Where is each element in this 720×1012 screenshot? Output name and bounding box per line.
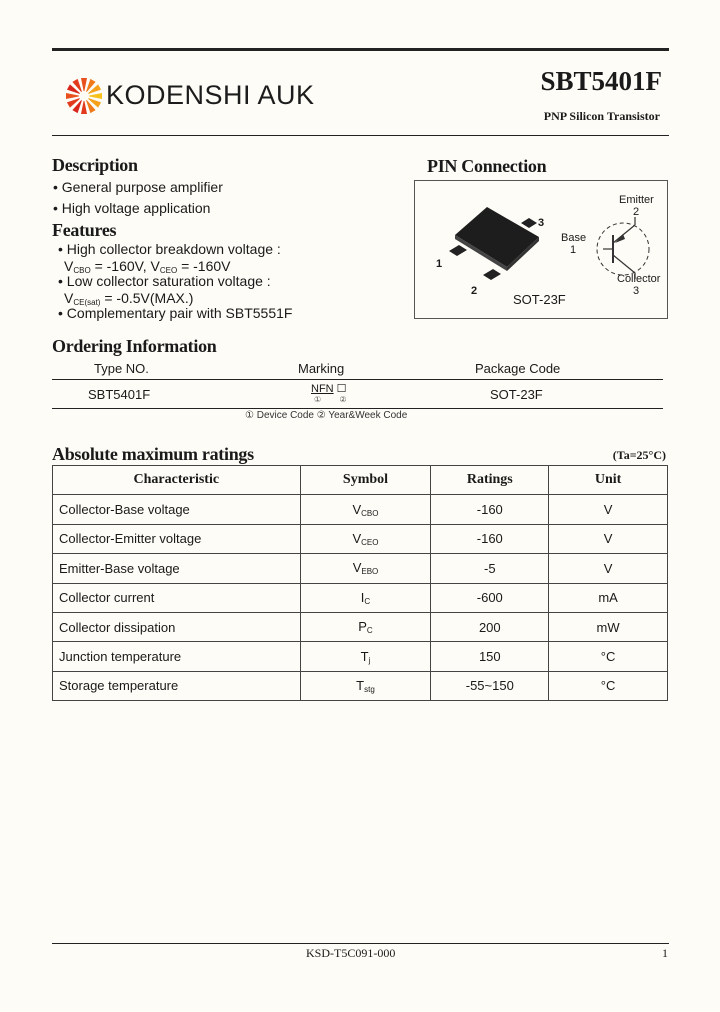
pin-connection-heading: PIN Connection xyxy=(427,156,547,176)
ratings-condition: (Ta=25°C) xyxy=(612,448,666,462)
marking-mark-2: ② xyxy=(339,395,347,404)
subscript: C xyxy=(364,596,371,606)
ratings-table xyxy=(52,465,668,701)
symbol: V xyxy=(64,258,74,274)
ordering-col-type: Type NO. xyxy=(94,361,149,376)
feature-text: Low collector saturation voltage : xyxy=(66,273,271,289)
table-row xyxy=(53,583,668,612)
cell-characteristic: Collector current xyxy=(53,583,301,612)
ordering-col-marking: Marking xyxy=(298,361,345,376)
cell-characteristic: Collector-Base voltage xyxy=(53,495,301,524)
logo-text: KODENSHI AUK xyxy=(106,80,315,110)
collector-pin-number: 3 xyxy=(633,285,640,297)
feature-text: Complementary pair with SBT5551F xyxy=(66,305,293,321)
base-pin-number: 1 xyxy=(570,244,577,256)
subscript: CEO xyxy=(361,537,379,547)
cell-unit: V xyxy=(549,495,668,524)
features-heading: Features xyxy=(52,220,117,240)
description-item: • High voltage application xyxy=(53,200,211,216)
feature-text: High collector breakdown voltage : xyxy=(66,241,281,257)
symbol: I xyxy=(360,589,365,605)
cell-rating: 200 xyxy=(431,612,549,641)
marking-mark-1: ① xyxy=(314,395,322,404)
header-bottom-rule xyxy=(52,135,669,136)
header-top-rule xyxy=(52,48,669,51)
table-row xyxy=(53,612,668,641)
collector-label: Collector xyxy=(617,273,661,285)
symbol: P xyxy=(358,619,367,635)
ordering-marking-value xyxy=(311,382,347,395)
marking-code-box: ☐ xyxy=(336,383,347,395)
footer-page-number: 1 xyxy=(662,946,668,960)
description-item: • General purpose amplifier xyxy=(53,179,223,195)
subscript: CBO xyxy=(73,266,91,275)
cell-characteristic: Storage temperature xyxy=(53,671,301,700)
feature-item: • Low collector saturation voltage : xyxy=(58,273,271,289)
package-label: SOT-23F xyxy=(513,292,566,307)
cell-symbol xyxy=(300,612,431,641)
cell-unit: mW xyxy=(549,612,668,641)
symbol: V xyxy=(352,530,362,546)
symbol: V xyxy=(64,290,74,306)
description-item-text: High voltage application xyxy=(61,200,211,216)
ordering-header-rule xyxy=(52,379,663,380)
table-row xyxy=(53,554,668,583)
table-row xyxy=(53,524,668,553)
cell-unit: V xyxy=(549,524,668,553)
subscript: EBO xyxy=(361,567,379,577)
table-row xyxy=(53,642,668,671)
symbol: V xyxy=(352,560,362,576)
ordering-col-package: Package Code xyxy=(475,361,561,376)
cell-unit: V xyxy=(549,554,668,583)
cell-characteristic: Junction temperature xyxy=(53,642,301,671)
pin-connection-box xyxy=(414,180,668,319)
cell-symbol xyxy=(300,642,431,671)
cell-characteristic: Collector dissipation xyxy=(53,612,301,641)
cell-rating: -5 xyxy=(431,554,549,583)
cell-characteristic: Emitter-Base voltage xyxy=(53,554,301,583)
pin-number-3: 3 xyxy=(538,217,545,229)
cell-symbol xyxy=(300,495,431,524)
feature-item: • Complementary pair with SBT5551F xyxy=(58,305,293,321)
footer-rule xyxy=(52,943,669,944)
cell-unit: °C xyxy=(549,671,668,700)
description-heading: Description xyxy=(52,155,138,175)
symbol: T xyxy=(356,677,365,693)
subscript: CE(sat) xyxy=(73,298,101,307)
cell-rating: -160 xyxy=(431,495,549,524)
ordering-heading: Ordering Information xyxy=(52,336,217,356)
marking-text: NFN xyxy=(311,383,334,395)
subscript: C xyxy=(366,626,373,636)
marking-footnote-marks xyxy=(314,395,347,404)
value-text: = -160V xyxy=(181,258,231,274)
cell-rating: -160 xyxy=(431,524,549,553)
cell-symbol xyxy=(300,671,431,700)
col-symbol: Symbol xyxy=(300,466,431,495)
cell-symbol xyxy=(300,554,431,583)
subscript: j xyxy=(368,655,371,665)
feature-item: • High collector breakdown voltage : xyxy=(58,241,281,257)
cell-characteristic: Collector-Emitter voltage xyxy=(53,524,301,553)
col-unit: Unit xyxy=(549,466,668,495)
col-ratings: Ratings xyxy=(431,466,549,495)
value-text: = -160V, V xyxy=(94,258,160,274)
cell-rating: -55~150 xyxy=(431,671,549,700)
cell-rating: -600 xyxy=(431,583,549,612)
cell-rating: 150 xyxy=(431,642,549,671)
ordering-package-value: SOT-23F xyxy=(490,387,543,402)
pin-number-2: 2 xyxy=(471,285,478,297)
emitter-label: Emitter xyxy=(619,194,654,206)
subscript: CBO xyxy=(361,508,379,518)
ordering-bottom-rule xyxy=(52,408,663,409)
cell-symbol xyxy=(300,583,431,612)
ordering-note: ① Device Code ② Year&Week Code xyxy=(245,410,408,421)
subscript: CEO xyxy=(159,266,178,275)
emitter-pin-number: 2 xyxy=(633,206,640,218)
col-characteristic: Characteristic xyxy=(53,466,301,495)
pin-number-1: 1 xyxy=(436,258,443,270)
value-text: = -0.5V(MAX.) xyxy=(104,290,194,306)
cell-unit: °C xyxy=(549,642,668,671)
table-header-row xyxy=(53,466,668,495)
description-item-text: General purpose amplifier xyxy=(61,179,223,195)
table-row xyxy=(53,495,668,524)
symbol: T xyxy=(360,648,369,664)
part-number-title: SBT5401F xyxy=(540,66,662,96)
symbol: V xyxy=(352,501,362,517)
part-type: PNP Silicon Transistor xyxy=(543,109,660,123)
cell-unit: mA xyxy=(549,583,668,612)
table-row xyxy=(53,671,668,700)
subscript: stg xyxy=(364,684,375,694)
cell-symbol xyxy=(300,524,431,553)
ordering-type-value: SBT5401F xyxy=(88,387,151,402)
kodenshi-logo-icon xyxy=(64,76,104,116)
footer-doc-code: KSD-T5C091-000 xyxy=(306,946,396,960)
base-label: Base xyxy=(561,232,587,244)
ratings-heading: Absolute maximum ratings xyxy=(52,444,254,464)
